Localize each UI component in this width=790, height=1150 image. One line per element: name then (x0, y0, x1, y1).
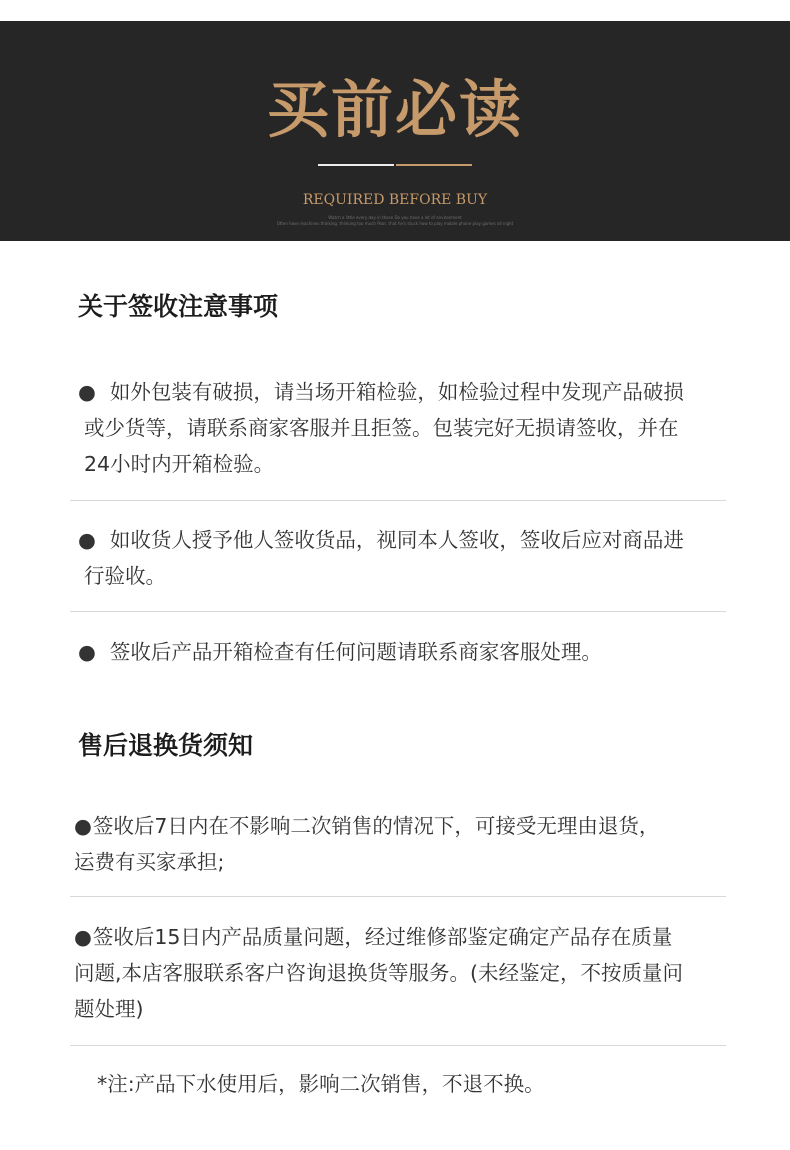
divider (70, 1045, 726, 1046)
bullet-icon: ● (74, 925, 92, 949)
receipt-item-1-line-1: ● 如外包装有破损，请当场开箱检验，如检验过程中发现产品破损 (78, 374, 684, 410)
returns-item-1-line-1: ● 签收后7日内在不影响二次销售的情况下，可接受无理由退货， (74, 808, 659, 844)
receipt-item-2 (78, 522, 684, 594)
returns-item-1 (74, 808, 659, 880)
bullet-icon: ● (78, 380, 96, 404)
bullet-icon: ● (78, 528, 96, 552)
returns-item-1-line-2: 运费有买家承担; (74, 850, 225, 874)
receipt-item-1-line-2: 或少货等，请联系商家客服并且拒签。包装完好无损请签收，并在 (84, 416, 679, 440)
returns-note: *注:产品下水使用后，影响二次销售，不退不换。 (97, 1072, 545, 1096)
divider (70, 611, 726, 612)
returns-item-2-line-3: 题处理) (74, 997, 144, 1021)
receipt-item-3-line-1: ● 签收后产品开箱检查有任何问题请联系商家客服处理。 (78, 634, 602, 670)
banner-fine-print-1: Watch a little every day in these Do you have a lot of environment (328, 215, 462, 220)
divider (70, 896, 726, 897)
header-banner (0, 21, 790, 241)
returns-item-2-line-2: 问题,本店客服联系客户咨询退换货等服务。(未经鉴定，不按质量问 (74, 961, 684, 985)
title-underline-gold (396, 164, 472, 166)
section-heading-returns: 售后退换货须知 (78, 731, 254, 760)
returns-item-2-line-1: ● 签收后15日内产品质量问题，经过维修部鉴定确定产品存在质量 (74, 919, 683, 955)
receipt-item-1-line-3: 24小时内开箱检验。 (84, 452, 275, 476)
bullet-icon: ● (74, 814, 92, 838)
receipt-item-2-line-1: ● 如收货人授予他人签收货品，视同本人签收，签收后应对商品进 (78, 522, 684, 558)
receipt-item-2-line-2: 行验收。 (84, 564, 166, 588)
returns-item-2 (74, 919, 683, 1027)
banner-title: 买前必读 (266, 73, 523, 146)
banner-fine-print-2: Often have machines thinking, thinking too much Poor, that he's stuck how to play mobile phone play games all night (276, 221, 514, 226)
divider (70, 500, 726, 501)
section-heading-receipt: 关于签收注意事项 (78, 292, 279, 321)
title-underline-light (318, 164, 394, 166)
receipt-item-3 (78, 634, 602, 670)
banner-subtitle: REQUIRED BEFORE BUY (302, 192, 488, 208)
receipt-item-1 (78, 374, 684, 482)
bullet-icon: ● (78, 640, 96, 664)
